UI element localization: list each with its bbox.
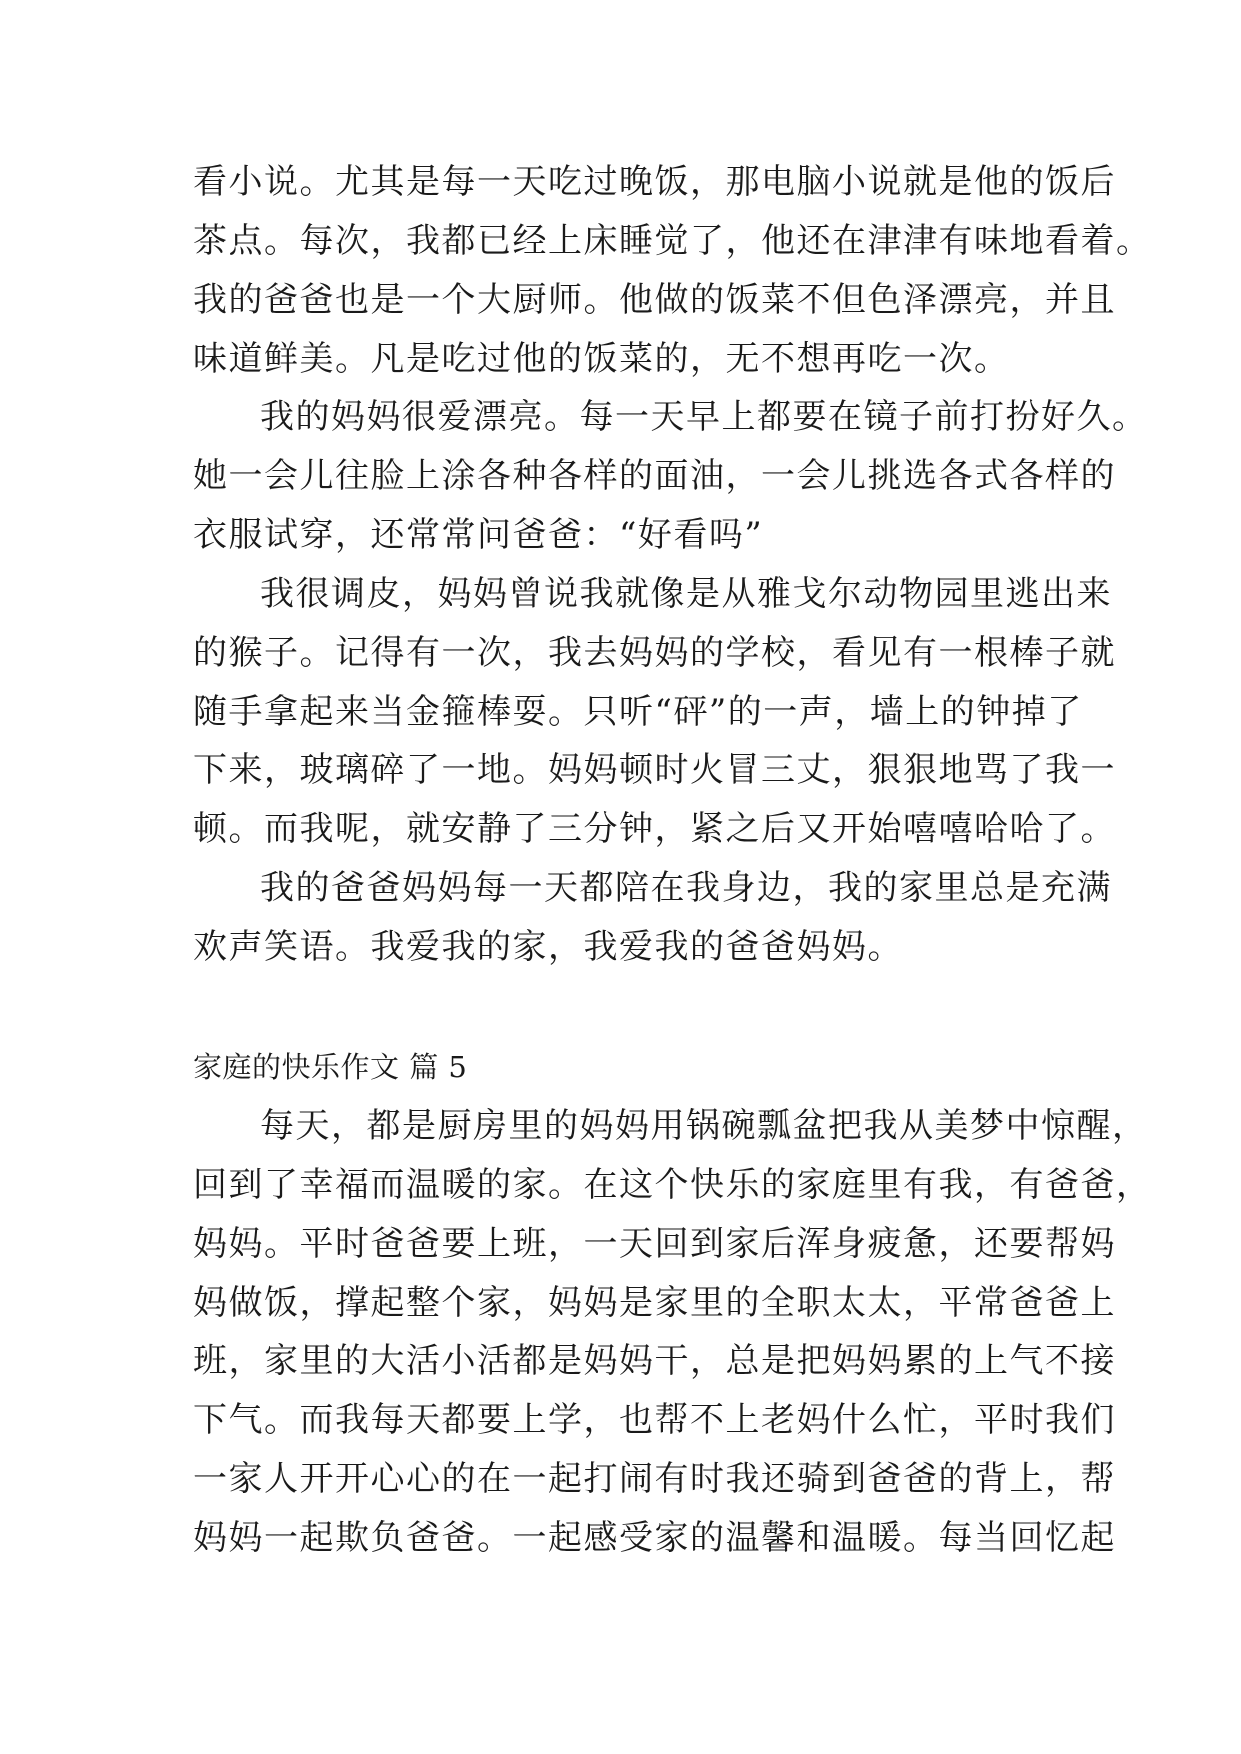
section-heading: 家庭的快乐作文 篇 5	[193, 1050, 468, 1084]
paragraph-line: 每天，都是厨房里的妈妈用锅碗瓢盆把我从美梦中惊醒，	[260, 1106, 1148, 1146]
paragraph-line: 回到了幸福而温暖的家。在这个快乐的家庭里有我，有爸爸，	[193, 1165, 1152, 1205]
paragraph-line: 随手拿起来当金箍棒耍。只听“砰”的一声，墙上的钟掉了	[193, 692, 1083, 732]
paragraph-line: 妈做饭，撑起整个家，妈妈是家里的全职太太，平常爸爸上	[193, 1283, 1116, 1323]
paragraph-line: 衣服试穿，还常常问爸爸：“好看吗”	[193, 515, 764, 555]
paragraph-line: 下气。而我每天都要上学，也帮不上老妈什么忙，平时我们	[193, 1400, 1116, 1440]
paragraph-line: 一家人开开心心的在一起打闹有时我还骑到爸爸的背上，帮	[193, 1459, 1116, 1499]
paragraph-line: 顿。而我呢，就安静了三分钟，紧之后又开始嘻嘻哈哈了。	[193, 809, 1116, 849]
paragraph-line: 她一会儿往脸上涂各种各样的面油，一会儿挑选各式各样的	[193, 456, 1116, 496]
paragraph-line: 妈妈。平时爸爸要上班，一天回到家后浑身疲惫，还要帮妈	[193, 1224, 1116, 1264]
paragraph-line: 的猴子。记得有一次，我去妈妈的学校，看见有一根棒子就	[193, 633, 1116, 673]
paragraph-line: 我的爸爸也是一个大厨师。他做的饭菜不但色泽漂亮，并且	[193, 280, 1116, 320]
paragraph-line: 味道鲜美。凡是吃过他的饭菜的，无不想再吃一次。	[193, 339, 1010, 379]
paragraph-line: 欢声笑语。我爱我的家，我爱我的爸爸妈妈。	[193, 927, 903, 967]
paragraph-line: 妈妈一起欺负爸爸。一起感受家的温馨和温暖。每当回忆起	[193, 1518, 1116, 1558]
paragraph-line: 我的妈妈很爱漂亮。每一天早上都要在镜子前打扮好久。	[260, 397, 1148, 437]
paragraph-line: 我很调皮，妈妈曾说我就像是从雅戈尔动物园里逃出来	[260, 574, 1112, 614]
paragraph-line: 班，家里的大活小活都是妈妈干，总是把妈妈累的上气不接	[193, 1341, 1116, 1381]
paragraph-line: 下来，玻璃碎了一地。妈妈顿时火冒三丈，狠狠地骂了我一	[193, 750, 1116, 790]
paragraph-line: 看小说。尤其是每一天吃过晚饭，那电脑小说就是他的饭后	[193, 162, 1116, 202]
paragraph-line: 茶点。每次，我都已经上床睡觉了，他还在津津有味地看着。	[193, 221, 1152, 261]
paragraph-line: 我的爸爸妈妈每一天都陪在我身边，我的家里总是充满	[260, 868, 1112, 908]
